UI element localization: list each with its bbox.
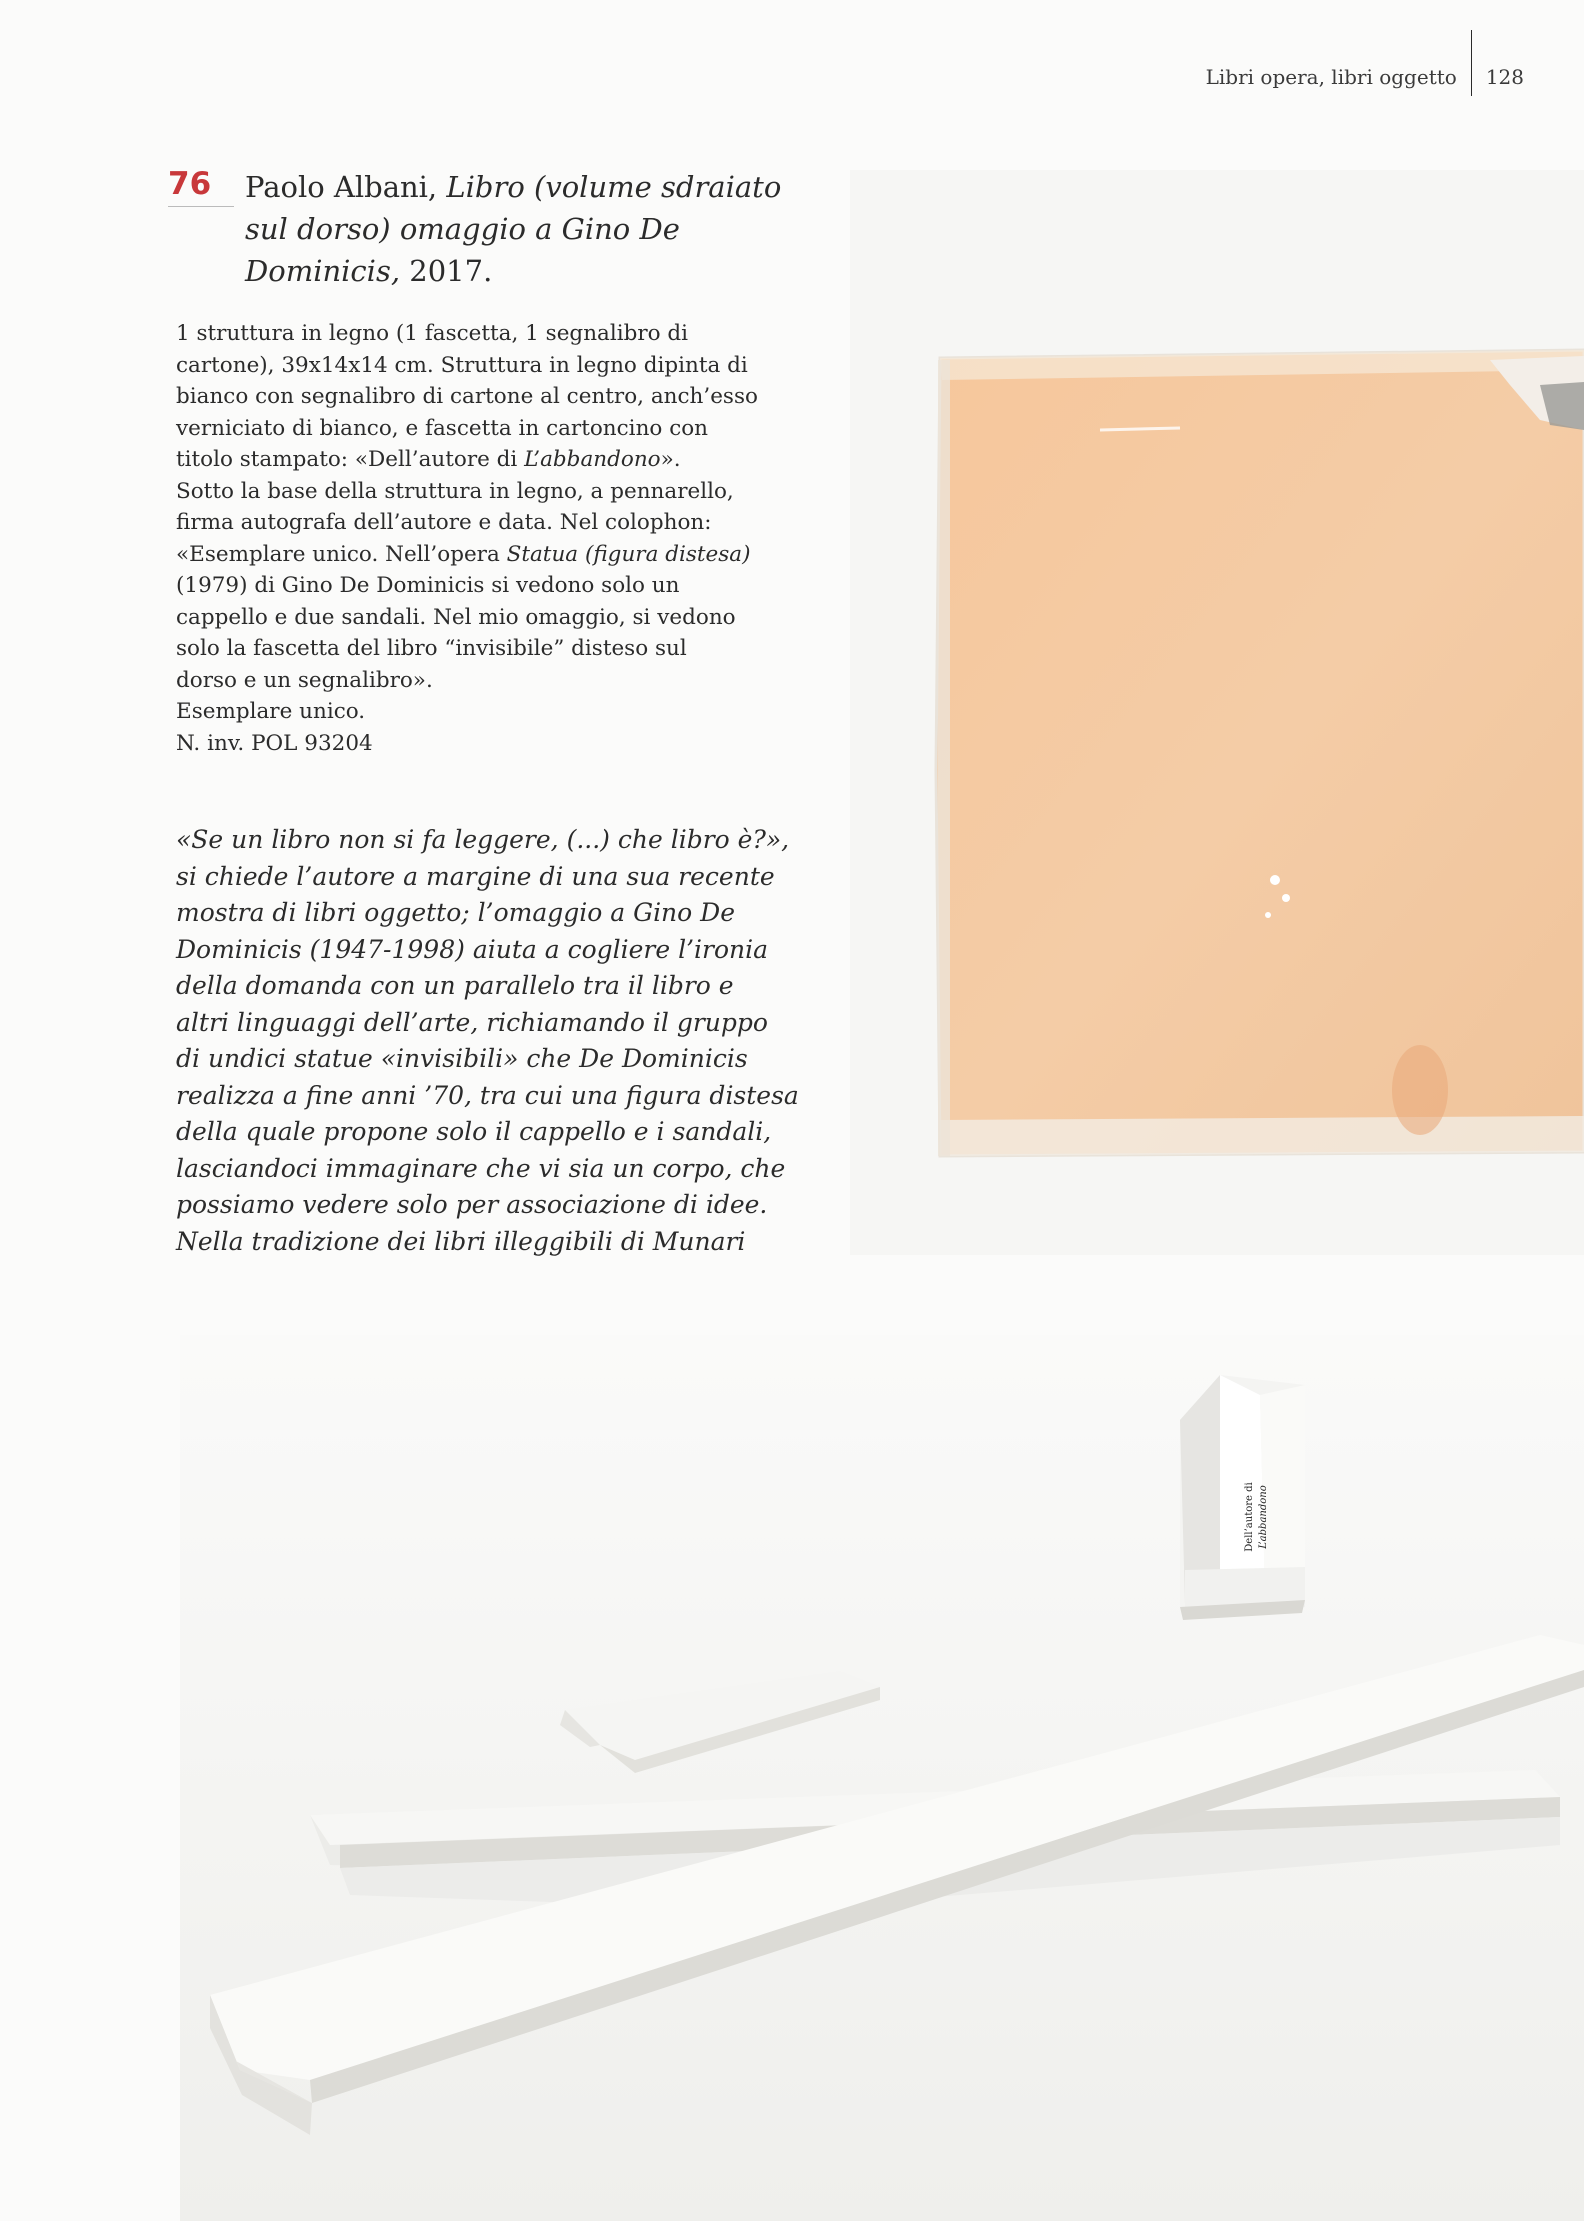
desc-line: [176, 444, 826, 476]
running-head: [1206, 44, 1524, 110]
photo-wood-base: [850, 170, 1584, 1255]
comment-line: realizza a fine anni ’70, tra cui una figura distesa: [176, 1080, 799, 1110]
header-divider: [1471, 30, 1472, 96]
comment-line: Nella tradizione dei libri illeggibili di Munari: [176, 1226, 746, 1256]
entry-year: 2017.: [409, 254, 493, 288]
entry-number: 76: [168, 166, 212, 202]
entry-title-line1: Libro (volume sdraiato: [446, 170, 782, 204]
comment-line: «Se un libro non si fa leggere, (...) che libro è?»,: [176, 825, 790, 854]
desc-line: N. inv. POL 93204: [176, 730, 373, 756]
comment-line: di undici statue «invisibili» che De Dominicis: [176, 1044, 748, 1073]
comment-line: della domanda con un parallelo tra il libro e: [176, 971, 734, 1000]
photo-wood-base-image: [850, 170, 1584, 1255]
desc-line: Sotto la base della struttura in legno, a pennarello,: [176, 478, 734, 504]
comment-line: lasciandoci immaginare che vi sia un corpo, che: [176, 1153, 786, 1183]
desc-italic-title: L’abbandono: [524, 447, 661, 472]
entry-title-line3: Dominicis,: [245, 254, 401, 288]
desc-line: 1 struttura in legno (1 fascetta, 1 segnalibro di: [176, 321, 689, 346]
entry-commentary: [176, 822, 826, 1260]
desc-text: titolo stampato: «Dell’autore di: [176, 447, 525, 472]
desc-line: verniciato di bianco, e fascetta in cartoncino con: [176, 415, 709, 441]
entry-title: [245, 166, 805, 292]
comment-line: possiamo vedere solo per associazione di idee.: [176, 1190, 768, 1219]
comment-line: si chiede l’autore a margine di una sua recente: [176, 861, 775, 891]
desc-italic-title: Statua (figura distesa): [506, 541, 751, 567]
entry-author: Paolo Albani,: [245, 170, 438, 204]
comment-line: mostra di libri oggetto; l’omaggio a Gino De: [176, 898, 735, 927]
desc-text: «Esemplare unico. Nell’opera: [176, 541, 507, 567]
desc-text: ».: [660, 447, 681, 472]
section-title: Libri opera, libri oggetto: [1205, 65, 1457, 89]
comment-line: Dominicis (1947-1998) aiuta a cogliere l’ironia: [176, 934, 769, 964]
band-text-line2: L’abbandono: [1258, 1485, 1269, 1549]
desc-line: cartone), 39x14x14 cm. Struttura in legno dipinta di: [176, 352, 748, 378]
desc-line: cappello e due sandali. Nel mio omaggio, si vedono: [176, 604, 736, 630]
photo-sculpture-image: [180, 1335, 1584, 2221]
entry-number-rule: [168, 206, 234, 207]
photo-sculpture: [180, 1335, 1584, 2221]
band-text-line1: Dell’autore di: [1244, 1482, 1255, 1552]
entry-description: [176, 318, 826, 759]
desc-line: solo la fascetta del libro “invisibile” disteso sul: [176, 636, 687, 661]
desc-line: [176, 539, 826, 571]
desc-line: Esemplare unico.: [176, 699, 366, 724]
comment-line: altri linguaggi dell’arte, richiamando il gruppo: [176, 1007, 768, 1037]
page-number: 128: [1485, 65, 1524, 89]
desc-line: bianco con segnalibro di cartone al centro, anch’esso: [176, 384, 758, 409]
comment-line: della quale propone solo il cappello e i sandali,: [176, 1117, 772, 1146]
desc-line: dorso e un segnalibro».: [176, 667, 433, 693]
entry-title-line2: sul dorso) omaggio a Gino De: [245, 212, 680, 246]
desc-line: (1979) di Gino De Dominicis si vedono solo un: [176, 573, 680, 598]
desc-line: firma autografa dell’autore e data. Nel colophon:: [176, 510, 712, 535]
